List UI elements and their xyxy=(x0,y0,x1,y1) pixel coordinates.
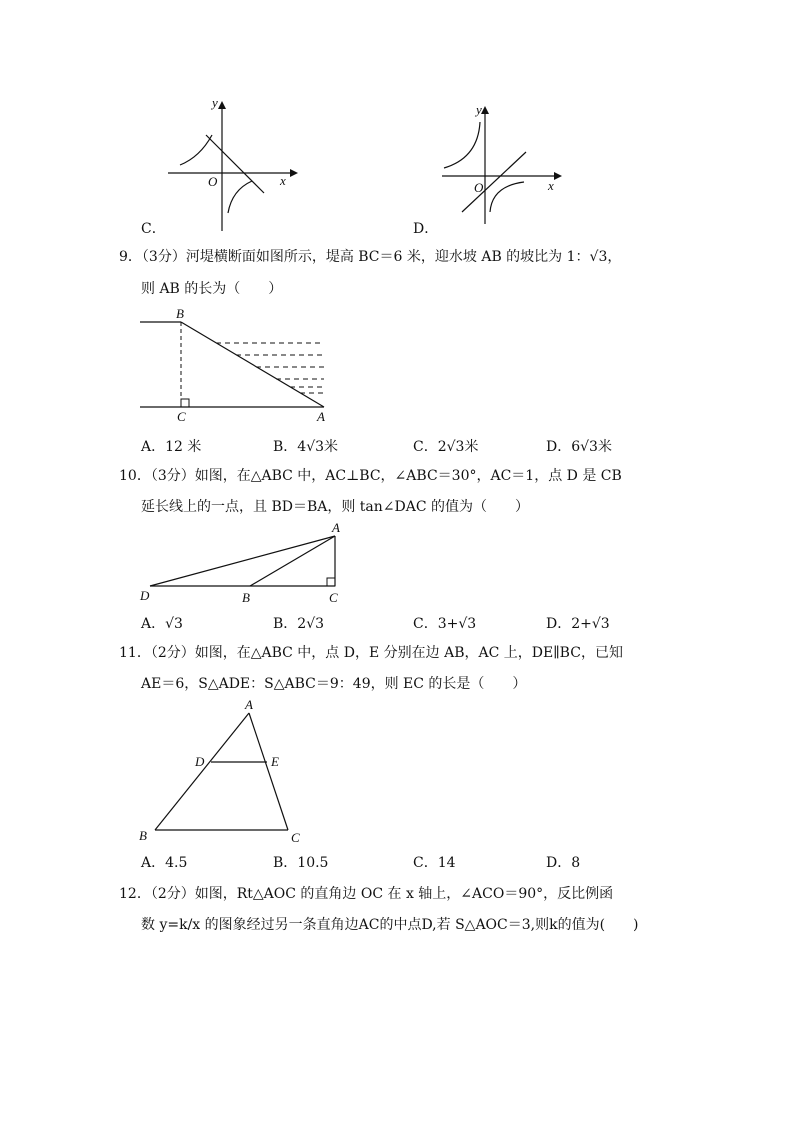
point-d-label: D xyxy=(140,588,150,603)
q9-text-line1: 9．（3分）河堤横断面如图所示，堤高 BC＝6 米，迎水坡 AB 的坡比为 1：√3， xyxy=(119,249,622,265)
q11-figure xyxy=(135,697,310,847)
q10-figure xyxy=(138,522,348,607)
graph-d xyxy=(440,100,570,225)
option-c-label: C． xyxy=(141,221,166,237)
point-a-label: A xyxy=(245,697,253,712)
point-e-label: E xyxy=(271,754,279,769)
graph-c xyxy=(160,95,300,235)
q10-text-line2: 延长线上的一点，且 BD＝BA，则 tan∠DAC 的值为（ ） xyxy=(141,499,530,515)
q9-text-line2: 则 AB 的长为（ ） xyxy=(141,281,283,297)
axis-y-label: y xyxy=(212,95,218,110)
point-d-label: D xyxy=(195,754,205,769)
point-a-label: A xyxy=(317,409,325,424)
q9-option-c: C．2√3米 xyxy=(413,439,479,455)
point-c-label: C xyxy=(291,830,300,845)
q12-text-line1: 12．（2分）如图，Rt△AOC 的直角边 OC 在 x 轴上，∠ACO＝90°，反比例函 xyxy=(119,886,614,902)
q11-option-d: D．8 xyxy=(546,855,581,871)
q11-option-c: C．14 xyxy=(413,855,456,871)
axis-x-label: x xyxy=(548,178,554,193)
q11-option-a: A．4.5 xyxy=(141,855,188,871)
point-c-label: C xyxy=(329,590,338,605)
q10-option-d: D．2+√3 xyxy=(546,616,610,632)
q9-figure xyxy=(138,305,338,425)
origin-label: O xyxy=(474,180,484,195)
q10-option-a: A．√3 xyxy=(141,616,183,632)
q11-option-b: B．10.5 xyxy=(273,855,329,871)
q10-option-c: C．3+√3 xyxy=(413,616,477,632)
q12-text-line2: 数 y=k/x 的图象经过另一条直角边AC的中点D,若 S△AOC＝3,则k的值为( ) xyxy=(141,917,639,933)
point-a-label: A xyxy=(332,520,340,535)
point-c-label: C xyxy=(177,409,186,424)
q9-option-d: D．6√3米 xyxy=(546,439,612,455)
q10-option-b: B．2√3 xyxy=(273,616,325,632)
point-b-label: B xyxy=(242,590,250,605)
q11-text-line2: AE＝6，S△ADE：S△ABC＝9：49，则 EC 的长是（ ） xyxy=(141,676,527,692)
q9-option-b: B．4√3米 xyxy=(273,439,339,455)
point-b-label: B xyxy=(139,828,147,843)
q9-option-a: A．12 米 xyxy=(141,439,202,455)
option-d-label: D． xyxy=(413,221,439,237)
axis-y-label: y xyxy=(476,102,482,117)
point-b-label: B xyxy=(176,306,184,321)
origin-label: O xyxy=(208,174,218,189)
q11-text-line1: 11．（2分）如图，在△ABC 中，点 D，E 分别在边 AB，AC 上，DE∥BC，已知 xyxy=(119,645,623,661)
axis-x-label: x xyxy=(280,173,286,188)
q10-text-line1: 10．（3分）如图，在△ABC 中，AC⊥BC，∠ABC＝30°，AC＝1，点 D 是 CB xyxy=(119,468,622,484)
